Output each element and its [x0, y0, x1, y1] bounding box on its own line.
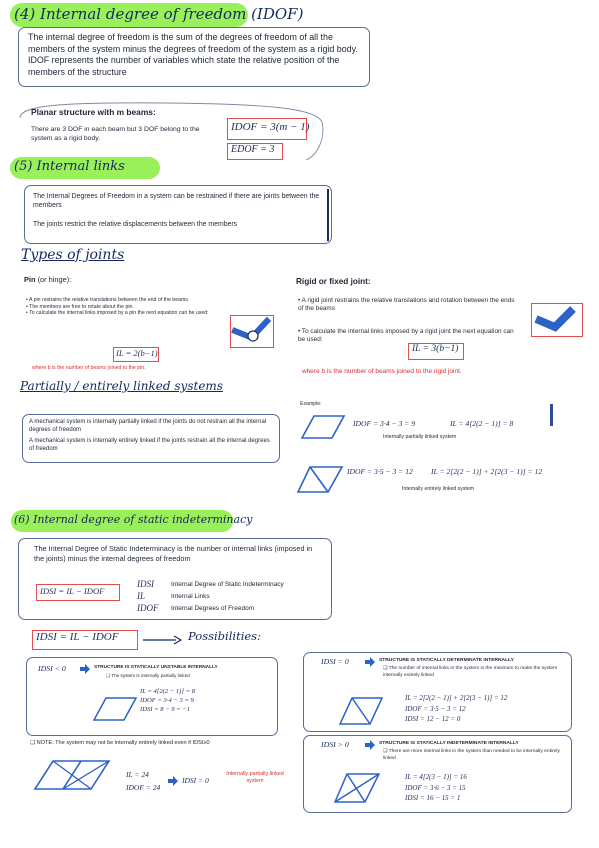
pin-subtitle: (or hinge): — [37, 275, 72, 284]
types-of-joints-title: Types of joints — [21, 247, 125, 263]
pin-title-row — [24, 275, 71, 284]
case2-subtext: ❑ The number of internal links in the system is the minimum to make the system internally entirely linked — [383, 666, 558, 678]
possibilities-label: Possibilities: — [188, 629, 261, 643]
idof-definition-box — [18, 27, 370, 87]
pin-bullet-1: • A pin restrains the relative translations between the end of the beams. — [26, 297, 190, 303]
planar-title: Planar structure with m beams: — [31, 107, 156, 117]
idsi-definition: The Internal Degree of Static Indeterminacy is the number or internal links (imposed in the joints) minus the internal degrees of freedom — [34, 544, 313, 563]
example1-idof: IDOF = 3·4 − 3 = 9 — [353, 419, 415, 428]
example2-il: IL = 2[2(2 − 1)] + 2[2(3 − 1)] = 12 — [431, 467, 543, 476]
ink-stroke — [550, 404, 553, 426]
case1-figure — [92, 696, 138, 722]
arrow-to-possibilities — [143, 636, 183, 644]
legend-symbol: IL — [137, 591, 146, 601]
example2-idof: IDOF = 3·5 − 3 = 12 — [347, 467, 413, 476]
legend-desc: Internal Degrees of Freedom — [171, 604, 255, 612]
case3-eq-idsi: IDSI = 16 − 15 = 1 — [405, 794, 461, 802]
idsi-legend — [137, 578, 322, 614]
case2-figure — [338, 696, 384, 726]
planar-text: There are 3 DOF in each beam but 3 DOF belong to the system as a rigid body. — [31, 126, 200, 142]
example1-figure — [300, 413, 346, 441]
case3-eq-il: IL = 4[2(3 − 1)] = 16 — [405, 773, 467, 781]
internal-links-box — [24, 185, 332, 244]
rigid-note: where b is the number of beams joined to the rigid joint. — [302, 368, 462, 375]
example2-caption: Internally entirely linked system — [402, 486, 475, 492]
section4-title: (4) Internal degree of freedom (IDOF) — [14, 5, 304, 23]
arrow-icon — [365, 657, 375, 667]
case2-condition: IDSI = 0 — [321, 657, 349, 666]
checkbox-icon: ❑ — [106, 673, 112, 678]
partial-text2: A mechanical system is internally entirely linked if the joints restrain all the internal degrees of freedom — [29, 438, 270, 452]
case1-equations — [140, 687, 195, 714]
legend-row — [137, 590, 322, 602]
arrow-icon — [365, 740, 375, 750]
internal-links-text1: The Internal Degrees of Freedom in a system can be restrained if there are joints between the members — [33, 193, 320, 209]
checkbox-icon: ❑ — [383, 749, 389, 754]
case3-subtext: ❑ There are more internal links in the system than needed to be internally entirely linked — [383, 749, 560, 761]
case3-condition: IDSI > 0 — [321, 740, 349, 749]
rigid-joint-figure — [533, 305, 579, 333]
case3-heading: STRUCTURE IS STATICALLY INDETERMINATE INTERNALLY — [379, 741, 519, 746]
case1-eq-il: IL = 4[2(2 − 1)] = 8 — [140, 688, 195, 695]
idsi-equation: IDSI = IL − IDOF — [40, 586, 105, 596]
case2-eq-idsi: IDSI = 12 − 12 = 0 — [405, 715, 461, 723]
legend-row — [137, 602, 322, 614]
case2-heading: STRUCTURE IS STATICALLY DETERMINATE INTERNALLY — [379, 658, 514, 663]
note-eq-il: IL = 24 — [126, 770, 149, 779]
legend-symbol: IDOF — [137, 603, 159, 613]
case3-equations — [405, 772, 467, 804]
case1-condition: IDSI < 0 — [38, 664, 66, 673]
section6-title: (6) Internal degree of static indeterminacy — [14, 513, 253, 526]
case1-heading: STRUCTURE IS STATICALLY UNSTABLE INTERNALLY — [94, 665, 218, 670]
pin-joint-figure — [232, 317, 272, 345]
case1-eq-idof: IDOF = 3·4 − 3 = 9 — [140, 697, 194, 704]
example2-figure — [296, 464, 344, 494]
margin-mark — [327, 189, 329, 241]
example1-il: IL = 4[2(2 − 1)] = 8 — [450, 419, 514, 428]
idof-definition: The internal degree of freedom is the sum of the degrees of freedom of all the members of the system minus the degrees of freedom of the system as a rigid body. IDOF represents the number of variables which state the relative position of the members of the structure — [28, 32, 358, 77]
pin-bullet-2: • The members are free to rotate about the pin. — [26, 303, 134, 310]
legend-row — [137, 578, 322, 590]
rigid-bullet-2: • To calculate the internal links imposed by a rigid joint the next equation can be used: — [298, 328, 514, 344]
legend-desc: Internal Links — [171, 592, 210, 600]
note-eq-idof: IDOF = 24 — [126, 783, 161, 792]
case1-eq-idsi: IDSI = 8 − 9 = −1 — [140, 706, 191, 713]
note-equations — [126, 768, 160, 794]
pin-title: Pin — [24, 275, 36, 284]
note-caption: Internally partially linked system — [226, 771, 284, 784]
section5-title: (5) Internal links — [14, 159, 125, 174]
idof-equation: IDOF = 3(m − 1) — [231, 121, 310, 133]
note-figure — [31, 758, 113, 792]
checkbox-icon: ❑ — [30, 740, 37, 746]
pin-note: where b is the number of beams joined to the pin. — [32, 365, 146, 371]
case3-eq-idof: IDOF = 3·6 − 3 = 15 — [405, 783, 466, 792]
pin-bullet-3: • To calculate the internal links imposed by a pin the next equation can be used: — [26, 310, 209, 317]
legend-symbol: IDSI — [137, 579, 154, 589]
arrow-icon — [168, 776, 178, 786]
note-result: IDSI = 0 — [182, 776, 209, 785]
case2-eq-idof: IDOF = 3·5 − 3 = 12 — [405, 704, 466, 713]
case2-equations — [405, 693, 507, 725]
pin-equation: IL = 2(b−1) — [116, 348, 158, 358]
partial-box — [22, 414, 280, 463]
internal-links-text2: The joints restrict the relative displacements between the members — [33, 221, 238, 228]
rigid-title: Rigid or fixed joint: — [296, 277, 371, 286]
example-label: Example: — [300, 401, 322, 407]
case1-subtext: ❑ The system is internally partially linked — [106, 673, 190, 678]
case3-figure — [333, 772, 381, 804]
note-text: ❑ NOTE: The system may not be internally entirely linked even if IDSI≥0 — [30, 740, 210, 746]
partial-title: Partially / entirely linked systems — [20, 379, 223, 393]
idsi-equation-2: IDSI = IL − IDOF — [36, 631, 119, 643]
legend-desc: Internal Degree of Static Indeterminacy — [171, 580, 284, 588]
arrow-icon — [80, 664, 90, 674]
rigid-bullet-1: • A rigid joint restrains the relative translations and rotation between the ends of the beams — [298, 297, 515, 313]
edof-equation: EDOF = 3 — [231, 144, 275, 155]
example1-caption: Internally partially linked system — [383, 434, 457, 440]
pin-bullets — [26, 297, 220, 317]
case2-eq-il: IL = 2[2(2 − 1)] + 2[2(3 − 1)] = 12 — [405, 694, 508, 702]
partial-text1: A mechanical system is internally partially linked if the joints do not restrain all the internal degrees of freedom — [29, 419, 267, 433]
checkbox-icon: ❑ — [383, 666, 389, 671]
rigid-equation: IL = 3(b−1) — [412, 344, 459, 354]
